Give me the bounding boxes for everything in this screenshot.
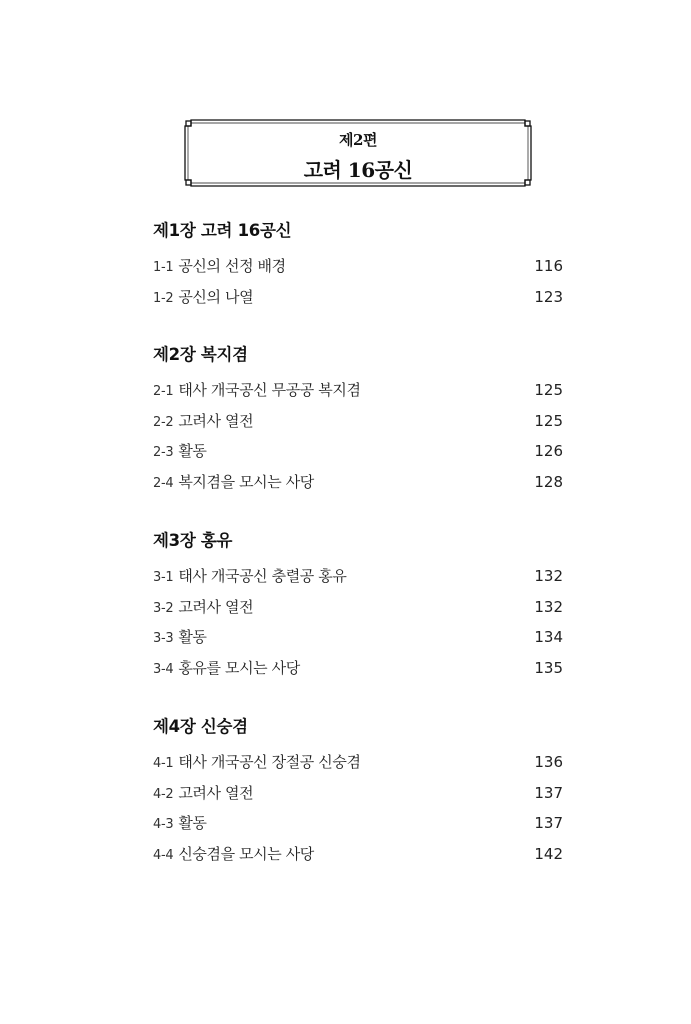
chapter-3	[153, 529, 563, 683]
toc-entry[interactable]	[153, 436, 563, 467]
entry-number: 4-3	[153, 817, 174, 832]
entry-page-number: 116	[534, 257, 563, 275]
entry-page-number: 137	[534, 814, 563, 832]
entry-text: 홍유를 모시는 사당	[178, 658, 300, 677]
entry-number: 2-1	[153, 384, 174, 399]
entry-number: 3-4	[153, 661, 174, 677]
entry-text: 고려사 열전	[178, 783, 254, 802]
entry-text: 공신의 나열	[178, 287, 254, 306]
entry-page-number: 135	[534, 658, 563, 677]
entry-page-number: 137	[534, 783, 563, 802]
entry-text: 활동	[178, 814, 207, 832]
entry-number: 3-1	[153, 570, 174, 585]
entry-text: 태사 개국공신 장절공 신숭겸	[178, 753, 361, 771]
toc-entry[interactable]	[153, 747, 563, 778]
toc-entry[interactable]	[153, 467, 563, 498]
chapter-title: 제4장 신숭겸	[153, 717, 248, 736]
chapter-title: 제2장 복지겸	[153, 345, 248, 364]
entry-page-number: 132	[534, 567, 563, 585]
entry-text: 태사 개국공신 충렬공 홍유	[178, 567, 347, 585]
entry-text: 태사 개국공신 무공공 복지겸	[178, 381, 361, 399]
chapter-1	[153, 219, 563, 312]
entry-text: 활동	[178, 442, 207, 460]
toc-entry[interactable]	[153, 592, 563, 623]
part-title-frame	[183, 118, 533, 188]
entry-number: 4-2	[153, 786, 174, 802]
toc-entry[interactable]	[153, 561, 563, 592]
entry-page-number: 134	[534, 628, 563, 646]
toc-entry[interactable]	[153, 839, 563, 870]
part-title: 고려 16공신	[303, 158, 413, 182]
entry-page-number: 123	[534, 287, 563, 306]
toc-entry[interactable]	[153, 251, 563, 282]
entry-text: 고려사 열전	[178, 597, 254, 616]
toc-entry[interactable]	[153, 282, 563, 313]
entry-text: 복지겸을 모시는 사당	[178, 472, 314, 491]
toc-entry[interactable]	[153, 622, 563, 653]
entry-text: 신숭겸을 모시는 사당	[178, 844, 314, 863]
entry-page-number: 128	[534, 472, 563, 491]
toc-entry[interactable]	[153, 406, 563, 437]
chapter-title: 제1장 고려 16공신	[153, 221, 292, 240]
entry-number: 4-4	[153, 847, 174, 863]
entry-text: 고려사 열전	[178, 411, 254, 430]
chapter-4	[153, 715, 563, 869]
toc-entry[interactable]	[153, 778, 563, 809]
toc-entry[interactable]	[153, 653, 563, 684]
toc-entry[interactable]	[153, 808, 563, 839]
entry-page-number: 125	[534, 411, 563, 430]
entry-number: 2-3	[153, 445, 174, 460]
entry-text: 공신의 선정 배경	[178, 257, 286, 275]
entry-number: 1-1	[153, 260, 174, 275]
entry-text: 활동	[178, 628, 207, 646]
entry-number: 4-1	[153, 756, 174, 771]
chapter-title: 제3장 홍유	[153, 531, 233, 550]
entry-page-number: 142	[534, 844, 563, 863]
entry-number: 3-2	[153, 600, 174, 616]
entry-page-number: 132	[534, 597, 563, 616]
entry-number: 2-2	[153, 414, 174, 430]
entry-number: 3-3	[153, 631, 174, 646]
entry-number: 1-2	[153, 290, 174, 306]
chapter-2	[153, 343, 563, 497]
entry-page-number: 126	[534, 442, 563, 460]
entry-number: 2-4	[153, 475, 174, 491]
entry-page-number: 136	[534, 753, 563, 771]
part-label: 제2편	[339, 131, 377, 149]
entry-page-number: 125	[534, 381, 563, 399]
toc-entry[interactable]	[153, 375, 563, 406]
